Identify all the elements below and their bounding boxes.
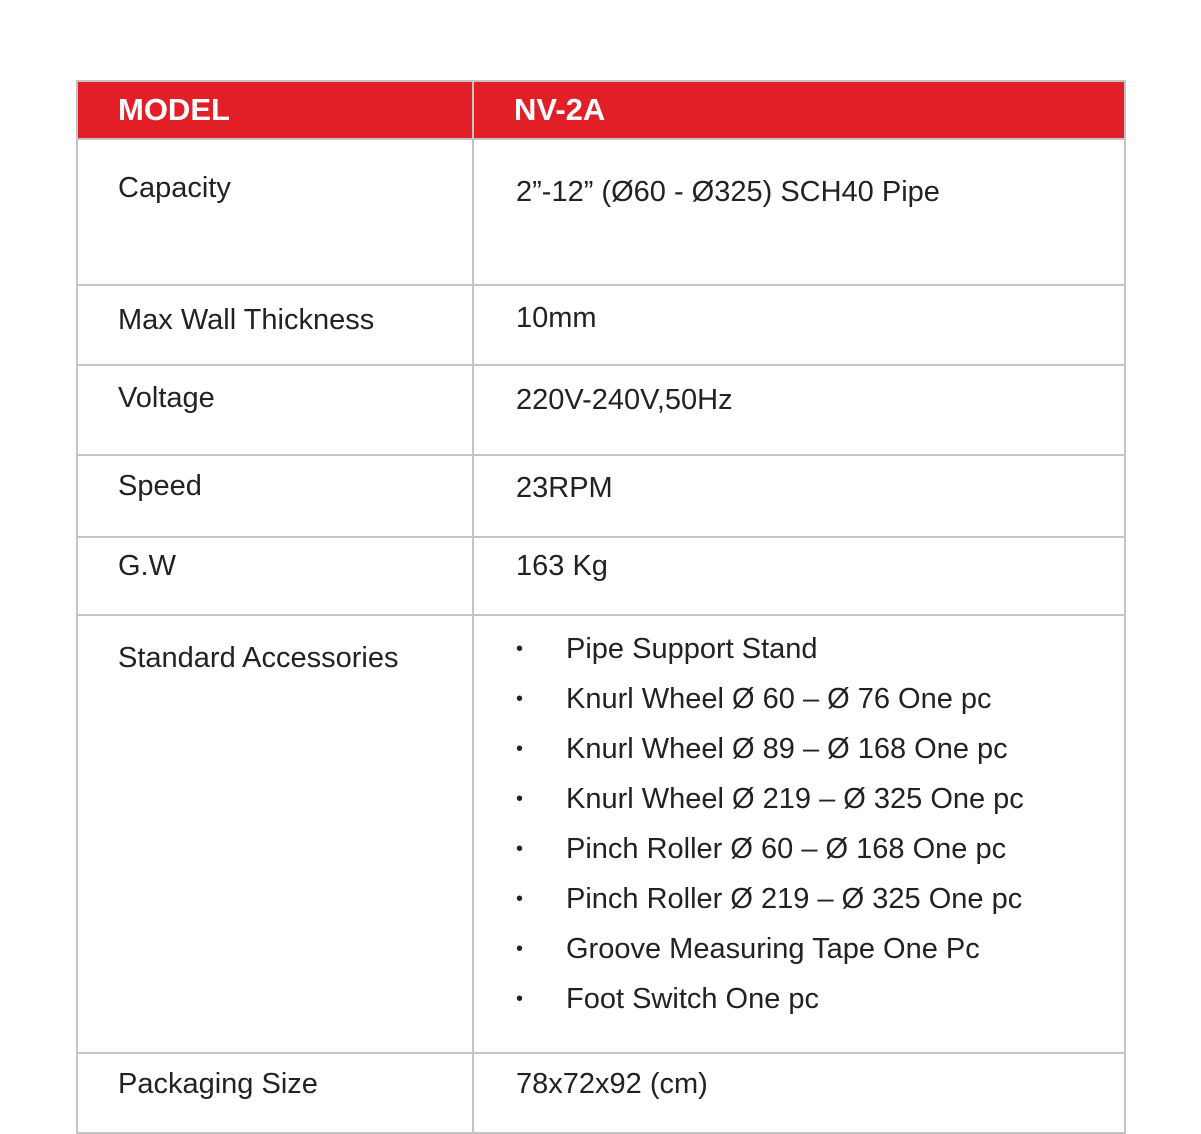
accessory-text: Groove Measuring Tape One Pc (566, 933, 980, 965)
bullet-icon: • (516, 988, 524, 1010)
list-item (514, 724, 1124, 774)
list-item (514, 632, 1124, 674)
packaging-size-label: Packaging Size (77, 1053, 473, 1133)
voltage-value: 220V-240V,50Hz (473, 365, 1125, 455)
list-item (514, 974, 1124, 1024)
speed-value: 23RPM (473, 455, 1125, 537)
bullet-icon: • (516, 888, 524, 910)
table-row-capacity (77, 139, 1125, 285)
bullet-icon: • (516, 738, 524, 760)
bullet-icon: • (516, 638, 524, 660)
table-header-row (77, 81, 1125, 139)
accessory-text: Knurl Wheel Ø 89 – Ø 168 One pc (566, 733, 1008, 765)
voltage-label: Voltage (77, 365, 473, 455)
accessories-list (514, 632, 1124, 1024)
list-item (514, 874, 1124, 924)
bullet-icon: • (516, 688, 524, 710)
accessory-text: Pinch Roller Ø 60 – Ø 168 One pc (566, 833, 1007, 865)
list-item (514, 824, 1124, 874)
accessory-text: Knurl Wheel Ø 219 – Ø 325 One pc (566, 783, 1024, 815)
accessory-text: Foot Switch One pc (566, 983, 820, 1015)
wall-thickness-value: 10mm (473, 285, 1125, 365)
accessories-cell (473, 615, 1125, 1053)
capacity-label: Capacity (77, 139, 473, 285)
bullet-icon: • (516, 938, 524, 960)
packaging-size-value: 78x72x92 (cm) (473, 1053, 1125, 1133)
gross-weight-value: 163 Kg (473, 537, 1125, 615)
spec-table (76, 80, 1126, 1134)
accessories-label: Standard Accessories (77, 615, 473, 1053)
list-item (514, 774, 1124, 824)
table-row-speed (77, 455, 1125, 537)
bullet-icon: • (516, 838, 524, 860)
model-header-value: NV-2A (473, 81, 1125, 139)
capacity-value: 2”-12” (Ø60 - Ø325) SCH40 Pipe (473, 139, 1125, 285)
table-row-accessories (77, 615, 1125, 1053)
list-item (514, 674, 1124, 724)
table-row-gross-weight (77, 537, 1125, 615)
table-row-wall-thickness (77, 285, 1125, 365)
accessory-text: Pipe Support Stand (566, 633, 818, 665)
accessory-text: Knurl Wheel Ø 60 – Ø 76 One pc (566, 683, 992, 715)
wall-thickness-label: Max Wall Thickness (77, 285, 473, 365)
table-row-voltage (77, 365, 1125, 455)
model-header-label: MODEL (77, 81, 473, 139)
table-row-packaging-size (77, 1053, 1125, 1133)
bullet-icon: • (516, 788, 524, 810)
speed-label: Speed (77, 455, 473, 537)
gross-weight-label: G.W (77, 537, 473, 615)
list-item (514, 924, 1124, 974)
accessory-text: Pinch Roller Ø 219 – Ø 325 One pc (566, 883, 1023, 915)
